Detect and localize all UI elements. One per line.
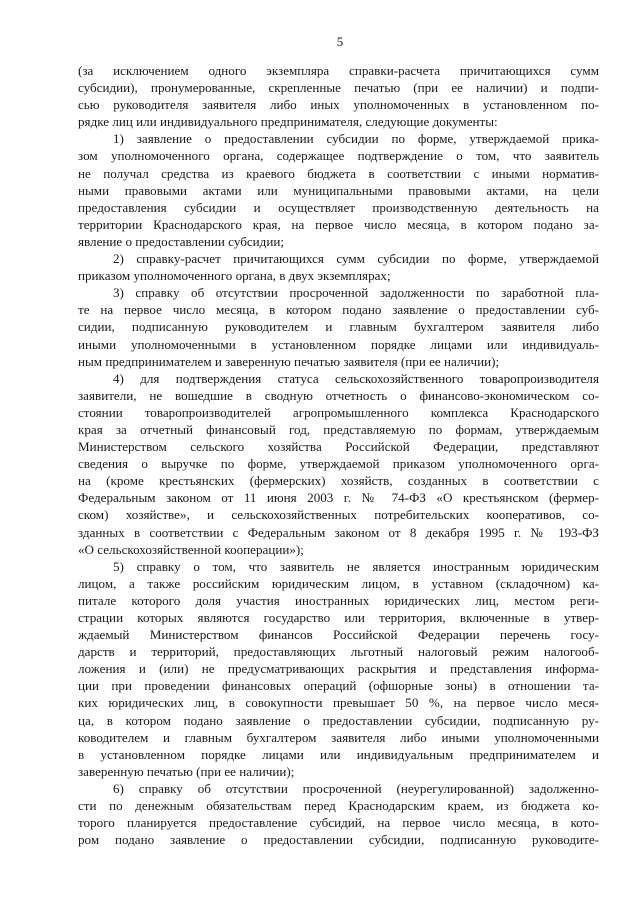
text-line: территории Краснодарского края, на первое число месяца, в котором подано за- — [78, 216, 599, 232]
text-line: (за исключением одного экземпляра справки-расчета причитающихся сумм — [78, 63, 599, 78]
text-line: сведения о выручке по форме, утверждаемой приказом уполномоченного орга- — [78, 456, 599, 472]
text-line: рядке лиц или индивидуального предпринимателя, следующие документы: — [78, 114, 498, 130]
text-line: Федеральным законом от 11 июня 2003 г. № 74-ФЗ «О крестьянском (фермер- — [78, 490, 599, 506]
paragraph-first-line: 5) справку о том, что заявитель не является иностранным юридическим — [113, 558, 599, 574]
text-line: ких юридических лиц, в совокупности превышает 50 %, на первое число меся- — [78, 695, 599, 711]
text-line: субсидии), пронумерованные, скрепленные печатью (при ее наличии) и подпи- — [78, 80, 599, 96]
text-line: зданных в соответствии с Федеральным законом от 8 декабря 1995 г. № 193-ФЗ — [78, 524, 599, 540]
text-line: ском) хозяйстве», и сельскохозяйственных потребительских кооперативов, со- — [78, 507, 599, 523]
paragraph-first-line: 6) справку об отсутствии просроченной (неурегулированной) задолженно- — [113, 780, 599, 796]
text-line: те на первое число месяца, в котором подано заявление о предоставлении суб- — [78, 302, 599, 318]
text-line: ложения и (или) не предусматривающих раскрытия и представления информа- — [78, 661, 599, 677]
paragraph-first-line: 2) справку-расчет причитающихся сумм субсидии по форме, утверждаемой — [113, 251, 599, 267]
text-line: Министерством сельского хозяйства Российской Федерации, представляют — [78, 439, 599, 455]
text-line: заявители, не вошедшие в сводную отчетность о финансово-экономическом со- — [78, 387, 599, 403]
text-line: питале которого доля участия иностранных юридических лиц, местом реги- — [78, 592, 599, 608]
text-line: ным предпринимателем и заверенную печатью заявителя (при ее наличии); — [78, 353, 500, 369]
text-line: ции при проведении финансовых операций (офшорные зоны) в отношении та- — [78, 678, 599, 694]
text-line: стоянии товаропроизводителей агропромышленного комплекса Краснодарского — [78, 404, 599, 420]
text-line: дарств и территорий, предоставляющих льготный налоговый режим налогооб- — [78, 644, 599, 660]
text-line: ждаемый Министерством финансов Российской Федерации перечень госу- — [78, 627, 599, 643]
page-number: 5 — [336, 34, 344, 49]
text-line: на (кроме крестьянских (фермерских) хозяйств, созданных в соответствии с — [78, 473, 599, 489]
text-line: ководителем и главным бухгалтером заявителя либо иными уполномоченными — [78, 729, 599, 745]
text-line: не получал средства из краевого бюджета в соответствии с иными норматив- — [78, 165, 599, 181]
text-line: иными уполномоченными в установленном порядке лицами или индивидуаль- — [78, 336, 599, 352]
text-line: края за отчетный финансовый год, представляемую по формам, утверждаемым — [78, 421, 599, 437]
text-line: ными правовыми актами или муниципальными правовыми актами, на цели — [78, 182, 599, 198]
text-line: «О сельскохозяйственной кооперации»); — [78, 541, 304, 557]
paragraph-first-line: 4) для подтверждения статуса сельскохозяйственного товаропроизводителя — [113, 370, 599, 386]
text-line: приказом уполномоченного органа, в двух экземплярах; — [78, 268, 391, 284]
paragraph-first-line: 1) заявление о предоставлении субсидии по форме, утверждаемой прика- — [113, 131, 599, 147]
text-line: зом уполномоченного органа, содержащее подтверждение о том, что заявитель — [78, 148, 599, 164]
text-line: заверенную печатью (при ее наличии); — [78, 763, 295, 779]
text-line: сидии, подписанную руководителем и главным бухгалтером заявителя либо — [78, 319, 599, 335]
text-line: предоставления субсидии и осуществляет производственную деятельность на — [78, 199, 599, 215]
paragraph-first-line: 3) справку об отсутствии просроченной задолженности по заработной пла- — [113, 285, 599, 301]
text-line: сти по денежным обязательствам перед Краснодарским краем, из бюджета ко- — [78, 798, 599, 814]
document-body-text — [78, 62, 599, 848]
text-line: явление о предоставлении субсидии; — [78, 233, 284, 249]
text-line: лицом, а также российским юридическим лицом, в уставном (складочном) ка- — [78, 575, 599, 591]
text-line: сью руководителя заявителя либо иных уполномоченных в установленном по- — [78, 97, 599, 113]
text-line: ром подано заявление о предоставлении субсидии, подписанную руководите- — [78, 832, 599, 848]
text-line: страции которых являются государство или территория, включенные в утвер- — [78, 610, 599, 625]
text-line: ца, в котором подано заявление о предоставлении субсидии, подписанную ру- — [78, 712, 599, 728]
text-line: в установленном порядке лицами или индивидуальным предпринимателем и — [78, 746, 599, 762]
text-line: торого планируется предоставление субсидий, на первое число месяца, в кото- — [78, 815, 599, 831]
